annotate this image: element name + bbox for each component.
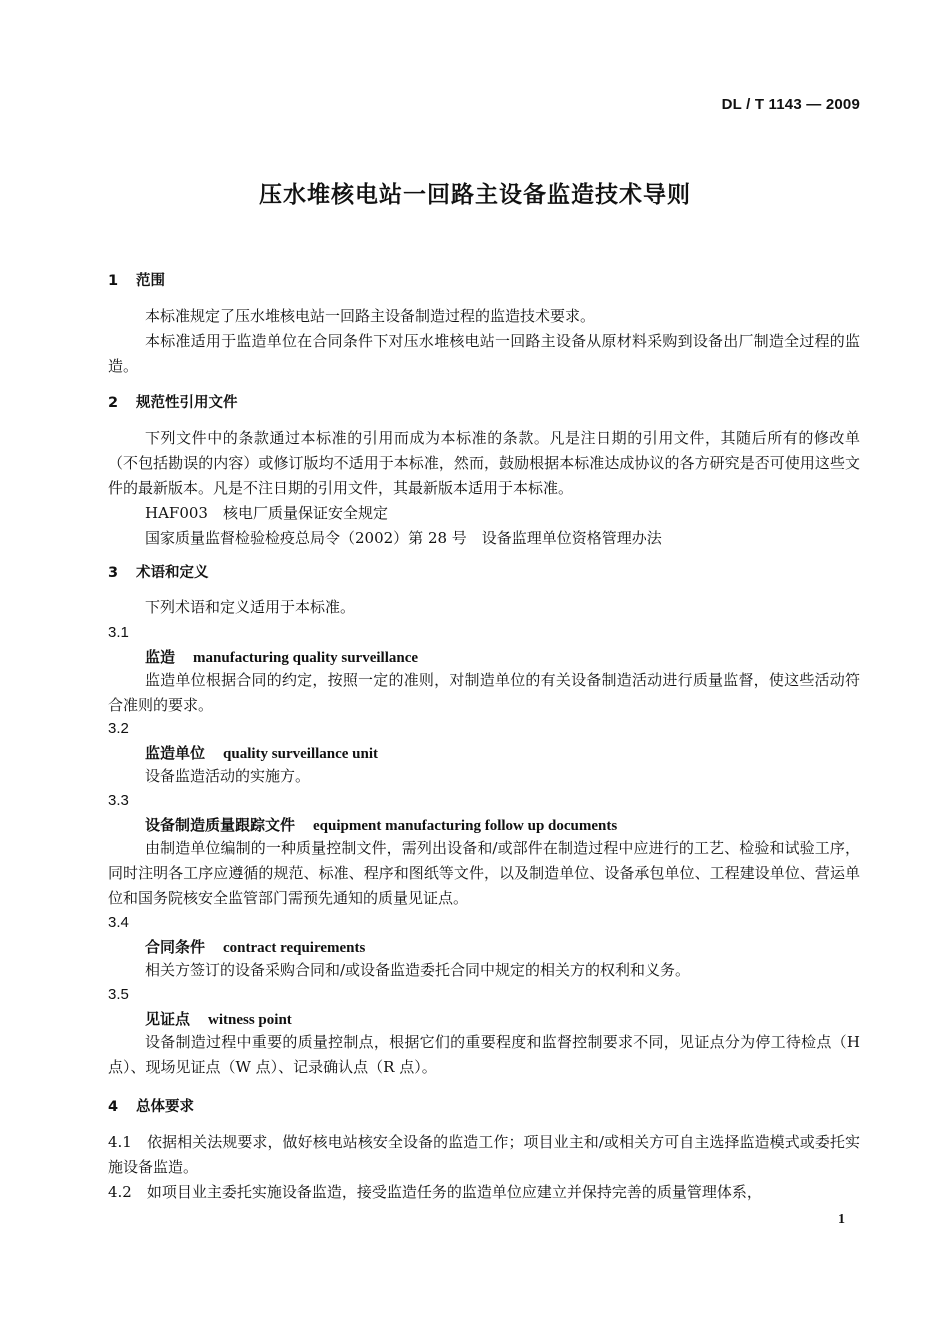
section-number: 1 <box>108 273 119 289</box>
term-definition: 监造单位根据合同的约定，按照一定的准则，对制造单位的有关设备制造活动进行质量监督，使这些活动符合准则的要求。 <box>108 671 860 714</box>
paragraph: 本标准规定了压水堆核电站一回路主设备制造过程的监造技术要求。 <box>145 307 596 325</box>
standard-number: DL / T 1143 — 2009 <box>721 96 860 113</box>
term-chinese: 监造 <box>145 648 176 666</box>
term-english: contract requirements <box>223 940 366 956</box>
term-chinese: 监造单位 <box>145 744 206 762</box>
term-heading <box>145 742 378 765</box>
clause: 4.1 依据相关法规要求，做好核电站核安全设备的监造工作；项目业主和/或相关方可自主选择监造模式或委托实施设备监造。 <box>108 1133 860 1176</box>
section-number: 3 <box>108 565 119 581</box>
term-english: manufacturing quality surveillance <box>193 650 419 666</box>
term-heading <box>145 646 418 669</box>
term-definition: 设备监造活动的实施方。 <box>145 767 311 785</box>
term-number: 3.1 <box>108 624 129 641</box>
term-english: equipment manufacturing follow up documents <box>313 818 618 834</box>
term-heading <box>145 936 365 959</box>
term-definition: 相关方签订的设备采购合同和/或设备监造委托合同中规定的相关方的权利和义务。 <box>145 961 691 979</box>
term-chinese: 见证点 <box>145 1010 191 1028</box>
page-number: 1 <box>838 1212 845 1227</box>
section-2-body <box>108 426 860 551</box>
section-number: 2 <box>108 395 119 411</box>
section-title: 术语和定义 <box>136 565 209 581</box>
term-heading <box>145 814 617 837</box>
term-chinese: 设备制造质量跟踪文件 <box>145 816 296 834</box>
term-english: quality surveillance unit <box>223 746 379 762</box>
term-definition: 设备制造过程中重要的质量控制点，根据它们的重要程度和监督控制要求不同，见证点分为停工待检点（H 点）、现场见证点（W 点）、记录确认点（R 点）。 <box>108 1033 860 1076</box>
term-number: 3.3 <box>108 792 129 809</box>
section-4-body <box>108 1130 860 1205</box>
section-3-heading <box>108 562 209 584</box>
section-title: 总体要求 <box>136 1099 194 1115</box>
section-number: 4 <box>108 1099 119 1115</box>
reference-item: HAF003 核电厂质量保证安全规定 <box>145 504 388 522</box>
section-1-body <box>108 304 860 379</box>
clause: 4.2 如项目业主委托实施设备监造，接受监造任务的监造单位应建立并保持完善的质量管理体系， <box>108 1183 762 1201</box>
term-number: 3.5 <box>108 986 129 1003</box>
section-3-intro: 下列术语和定义适用于本标准。 <box>145 598 356 616</box>
section-4-heading <box>108 1096 194 1118</box>
section-1-heading <box>108 270 165 292</box>
term-definition: 由制造单位编制的一种质量控制文件，需列出设备和/或部件在制造过程中应进行的工艺、检验和试验工序，同时注明各工序应遵循的规范、标准、程序和图纸等文件，以及制造单位、设备承包单位、工程建设单位、营运单位和国务院核安全监管部门需预先通知的质量见证点。 <box>108 839 860 907</box>
term-number: 3.4 <box>108 914 129 931</box>
section-2-heading <box>108 392 238 414</box>
section-title: 范围 <box>136 273 165 289</box>
reference-item: 国家质量监督检验检疫总局令（2002）第 28 号 设备监理单位资格管理办法 <box>145 529 662 547</box>
paragraph: 本标准适用于监造单位在合同条件下对压水堆核电站一回路主设备从原材料采购到设备出厂制造全过程的监造。 <box>108 332 860 375</box>
term-heading <box>145 1008 292 1031</box>
paragraph: 下列文件中的条款通过本标准的引用而成为本标准的条款。凡是注日期的引用文件，其随后所有的修改单（不包括勘误的内容）或修订版均不适用于本标准，然而，鼓励根据本标准达成协议的各方研究是否可使用这些文件的最新版本。凡是不注日期的引用文件，其最新版本适用于本标准。 <box>108 429 860 497</box>
section-title: 规范性引用文件 <box>136 395 238 411</box>
document-title: 压水堆核电站一回路主设备监造技术导则 <box>259 182 691 208</box>
term-number: 3.2 <box>108 720 129 737</box>
term-english: witness point <box>208 1012 292 1028</box>
term-chinese: 合同条件 <box>145 938 206 956</box>
